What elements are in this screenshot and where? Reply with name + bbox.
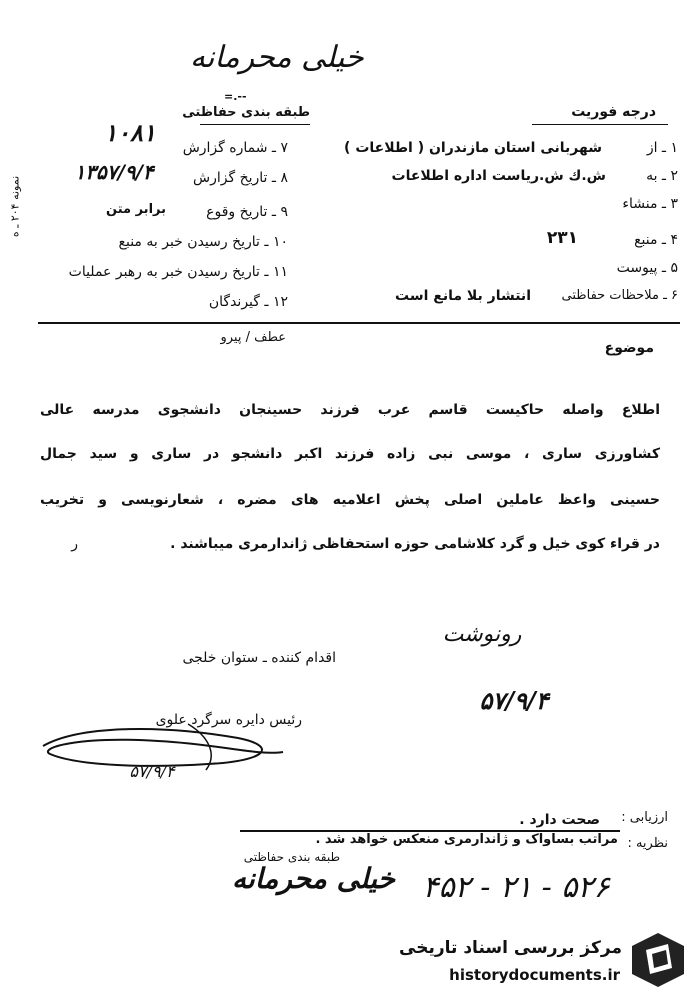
evaluation-value: صحت دارد . (519, 812, 600, 828)
body-line: کشاورزی ساری ، موسی نبی زاده فرزند اکبر دانشجو در ساری و سید جمال (40, 446, 660, 462)
opinion-label: نظریه : (627, 836, 668, 851)
field-label-from: ۱ ـ از (646, 140, 678, 156)
form-code-note: نمونه ۲۰۴ ـ ه (8, 175, 22, 238)
field-value-to: ش.ك ش.ریاست اداره اطلاعات (391, 168, 606, 184)
action-officer: اقدام کننده ـ ستوان خلجی (182, 650, 336, 666)
archive-number: ۴۵۲ - ۲۱ - ۵۲۶ (422, 870, 610, 905)
field-label-to: ۲ ـ به (646, 168, 678, 184)
urgency-label: درجه فوریت (571, 104, 656, 120)
department-head: رئیس دایره سرگرد علوی (155, 712, 302, 728)
watermark-title: مرکز بررسی اسناد تاریخی (399, 938, 622, 958)
subject-label: موضوع (604, 340, 654, 356)
field-label-origin: ۳ ـ منشاء (622, 196, 678, 212)
classification-label: طبقه بندی حفاظتی (182, 105, 310, 120)
watermark-url: historydocuments.ir (449, 966, 620, 984)
classification-stamp-bottom: خیلی محرمانه (232, 862, 395, 895)
field-label-source: ۴ ـ منبع (634, 232, 678, 248)
body-line: ر (71, 536, 78, 552)
body-line: در قراء کوی خیل و گرد کلاشامی حوزه استحفاظی ژاندارمری میباشند . (170, 536, 660, 552)
handwritten-note: رونوشت (442, 622, 522, 647)
field-label-report-number: ۷ ـ شماره گزارش (182, 140, 288, 156)
evaluation-label: ارزیابی : (621, 810, 668, 825)
field-label-occurrence-date: ۹ ـ تاریخ وقوع (206, 204, 288, 220)
opinion-value: مراتب بساواک و ژاندارمری منعکس خواهد شد . (315, 832, 618, 847)
field-label-report-date: ۸ ـ تاریخ گزارش (193, 170, 288, 186)
classification-underline (200, 124, 310, 125)
field-label-attachment: ۵ ـ پیوست (616, 260, 678, 276)
body-line: حسینی واعظ عاملین اصلی پخش اعلامیه های مضره ، شعارنویسی و تخریب (40, 492, 660, 508)
header-divider (38, 322, 680, 324)
archive-logo-icon (628, 930, 688, 990)
field-value-report-date: ۱۳۵۷/۹/۴ (74, 160, 154, 184)
field-label-recipients: ۱۲ ـ گیرندگان (208, 294, 288, 310)
reference-label: عطف / پیرو (220, 330, 286, 345)
field-label-source-date: ۱۰ ـ تاریخ رسیدن خبر به منبع (118, 234, 288, 250)
field-value-occurrence-date: برابر متن (106, 202, 166, 217)
field-value-report-number: ۱۰۸۱ (104, 118, 156, 147)
top-dashes: =.-- (224, 90, 247, 103)
handwritten-date-left: ۵۷/۹/۴ (129, 762, 175, 781)
opinion-strikethrough (240, 830, 620, 832)
field-value-security-notes: انتشار بلا مانع است (395, 288, 531, 304)
handwritten-date-right: ۵۷/۹/۴ (479, 686, 549, 715)
field-value-source: ۲۳۱ (546, 228, 578, 248)
body-line: اطلاع واصله حاکیست قاسم عرب فرزند حسینجان دانشجوی مدرسه عالی (40, 402, 660, 418)
urgency-underline (532, 124, 668, 125)
field-value-from: شهربانی استان مازندران ( اطلاعات ) (344, 140, 602, 156)
classification-label-bottom: طبقه بندی حفاظتی (243, 850, 340, 864)
classification-top: خیلی محرمانه (190, 40, 364, 75)
field-label-security-notes: ۶ ـ ملاحظات حفاظتی (561, 288, 678, 303)
field-label-operations-date: ۱۱ ـ تاریخ رسیدن خبر به رهبر عملیات (68, 264, 288, 280)
